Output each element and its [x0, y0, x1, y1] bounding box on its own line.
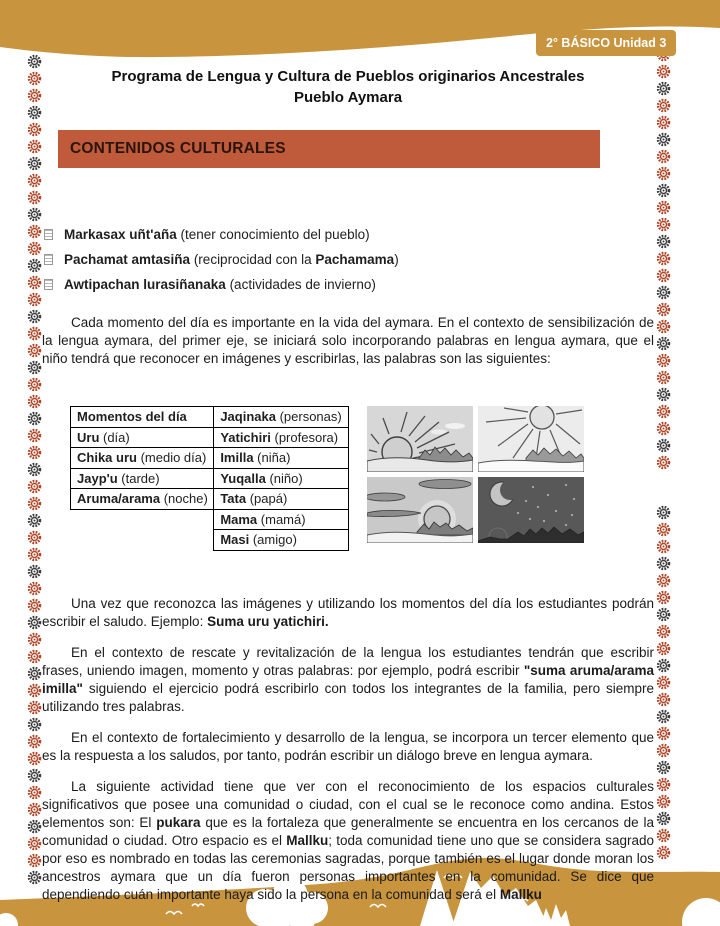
spanish-translation: (personas) — [275, 409, 342, 425]
table-row — [214, 489, 348, 510]
medallion-ornament-icon — [27, 71, 42, 86]
cloud — [367, 493, 405, 501]
medallion-ornament-icon — [27, 717, 42, 732]
list-item-text — [64, 226, 370, 244]
medallion-ornament-icon — [656, 675, 671, 690]
spanish-translation: (mamá) — [257, 511, 306, 527]
medallion-ornament-icon — [27, 785, 42, 800]
list-item — [44, 276, 654, 294]
medallion-ornament-icon — [656, 828, 671, 843]
medallion-ornament-icon — [656, 166, 671, 181]
paragraph-phrases — [42, 644, 654, 716]
spanish-translation: (amigo) — [249, 532, 297, 548]
vocab-cell — [71, 427, 215, 448]
bold-term: Mallku — [286, 832, 329, 848]
sun — [530, 406, 554, 429]
medallion-ornament-icon — [656, 438, 671, 453]
medallion-ornament-icon — [27, 632, 42, 647]
bold-term: Pachamat amtasiña — [64, 252, 191, 267]
table-row — [214, 468, 348, 489]
aymara-term: Uru — [77, 429, 100, 445]
medallion-ornament-icon — [656, 81, 671, 96]
moments-of-day-table — [70, 406, 215, 510]
aymara-term: Masi — [220, 532, 250, 548]
medallion-ornament-icon — [656, 319, 671, 334]
medallion-ornament-icon — [27, 173, 42, 188]
text-run: siguiendo el ejercicio podrá escribirlo con todos los integrantes de la familia, pero siempre utilizando tres palabras. — [42, 680, 654, 714]
medallion-ornament-icon — [27, 802, 42, 817]
medallion-ornament-icon — [656, 692, 671, 707]
paragraph-greeting — [42, 595, 654, 631]
program-title-line2: Pueblo Aymara — [293, 89, 403, 106]
medallion-ornament-icon — [656, 353, 671, 368]
moon-shadow — [500, 480, 520, 500]
aymara-term: Tata — [220, 491, 247, 507]
medallion-ornament-icon — [27, 615, 42, 630]
medallion-ornament-icon — [656, 421, 671, 436]
bold-term: Markasax uñt'aña — [64, 227, 177, 242]
list-item-text — [64, 276, 376, 294]
medallion-ornament-icon — [27, 751, 42, 766]
right-border-ornament-bottom — [656, 505, 671, 860]
vocab-cell — [214, 448, 348, 469]
medallion-ornament-icon — [656, 268, 671, 283]
medallion-ornament-icon — [27, 241, 42, 256]
medallion-ornament-icon — [27, 360, 42, 375]
medallion-ornament-icon — [656, 658, 671, 673]
medallion-ornament-icon — [656, 709, 671, 724]
medallion-ornament-icon — [656, 573, 671, 588]
medallion-ornament-icon — [27, 54, 42, 69]
medallion-ornament-icon — [27, 394, 42, 409]
bold-term: Mallku — [499, 886, 542, 902]
bold-term: Awtipachan lurasiñanaka — [64, 277, 226, 292]
times-of-day-illustrations — [367, 406, 584, 543]
people-words-table — [213, 406, 348, 551]
medallion-ornament-icon — [656, 234, 671, 249]
vocab-cell — [214, 427, 348, 448]
vocab-cell — [214, 468, 348, 489]
medallion-ornament-icon — [656, 760, 671, 775]
program-title-line1: Programa de Lengua y Cultura de Pueblos originarios Ancestrales — [111, 68, 585, 85]
paragraph-cultural-spaces — [42, 778, 654, 904]
text-run: Cada momento del día es importante en la vida del aymara. En el contexto de sensibilización de la lengua aymara, del primer eje, se iniciará solo incorporando palabras en lengua aymara, que el niño tendrá que reconocer en imágenes y escribirlas, las palabras son las siguientes: — [42, 315, 654, 366]
paragraph-dialogue — [42, 729, 654, 765]
medallion-ornament-icon — [656, 522, 671, 537]
sunrise-illustration — [367, 406, 473, 472]
bold-term: Suma uru yatichiri. — [207, 613, 329, 629]
text-run: En el contexto de rescate y revitalización de la lengua los estudiantes tendrán que escribir frases, uniendo imagen, momento y otras palabras: por ejemplo, podrá escribir — [42, 644, 654, 678]
medallion-ornament-icon — [27, 564, 42, 579]
sunset-illustration — [367, 477, 473, 543]
medallion-ornament-icon — [656, 115, 671, 130]
text-run: que es la fortaleza que generalmente se encuentra en los cercanos de la comunidad o ciudad. Otro espacio es el — [42, 814, 654, 848]
medallion-ornament-icon — [27, 683, 42, 698]
medallion-ornament-icon — [656, 590, 671, 605]
vocab-cell — [214, 509, 348, 530]
medallion-ornament-icon — [656, 251, 671, 266]
medallion-ornament-icon — [27, 156, 42, 171]
cultural-contents-list — [42, 226, 654, 294]
medallion-ornament-icon — [27, 700, 42, 715]
text-run: (tener conocimiento del pueblo) — [176, 227, 370, 242]
text-run: Una vez que reconozca las imágenes y utilizando los momentos del día los estudiantes podrán escribir el saludo. Ejemplo: — [42, 595, 654, 629]
medallion-ornament-icon — [27, 105, 42, 120]
medallion-ornament-icon — [27, 853, 42, 868]
medallion-ornament-icon — [27, 768, 42, 783]
vocab-cell — [71, 407, 215, 428]
medallion-ornament-icon — [27, 139, 42, 154]
text-run: ) — [394, 252, 399, 267]
medallion-ornament-icon — [27, 870, 42, 885]
bold-term: pukara — [156, 814, 201, 830]
medallion-ornament-icon — [656, 217, 671, 232]
vocab-cell — [214, 530, 348, 551]
medallion-ornament-icon — [27, 190, 42, 205]
table-row — [71, 468, 215, 489]
medallion-ornament-icon — [27, 836, 42, 851]
midday-illustration — [478, 406, 584, 472]
medallion-ornament-icon — [656, 200, 671, 215]
aymara-term: Yatichiri — [220, 429, 271, 445]
paragraph-intro — [42, 314, 654, 368]
medallion-ornament-icon — [27, 581, 42, 596]
vocab-cell — [71, 448, 215, 469]
medallion-ornament-icon — [656, 505, 671, 520]
aymara-term: Chika uru — [77, 450, 137, 466]
bold-term: "suma aruma/arama imilla" — [42, 662, 654, 696]
medallion-ornament-icon — [656, 743, 671, 758]
aymara-term: Imilla — [220, 450, 254, 466]
medallion-ornament-icon — [27, 88, 42, 103]
medallion-ornament-icon — [656, 64, 671, 79]
spanish-translation: (papá) — [246, 491, 288, 507]
table-row — [214, 427, 348, 448]
cloud — [445, 423, 465, 429]
table-row — [214, 407, 348, 428]
night-illustration — [478, 477, 584, 543]
medallion-ornament-icon — [656, 777, 671, 792]
medallion-ornament-icon — [27, 122, 42, 137]
bold-term: Pachamama — [315, 252, 395, 267]
medallion-ornament-icon — [27, 462, 42, 477]
table-row — [71, 407, 215, 428]
text-run: (actividades de invierno) — [225, 277, 376, 292]
spanish-translation: (niño) — [265, 470, 303, 486]
table-row — [214, 509, 348, 530]
medallion-ornament-icon — [27, 292, 42, 307]
text-run: ; toda comunidad tiene uno que se considera sagrado por eso es nombrado en todas las ceremonias sagradas, porque también es el lugar donde moran los ancestros aymara que un día fueron personas importantes en la comunidad. Se dice que dependiendo cuán importante haya sido la persona en la comunidad será el — [42, 832, 655, 902]
medallion-ornament-icon — [656, 556, 671, 571]
unit-badge — [536, 30, 676, 56]
medallion-ornament-icon — [656, 149, 671, 164]
bullet-glyph-icon — [44, 229, 53, 240]
left-border-ornament — [27, 54, 42, 885]
vocab-cell — [214, 489, 348, 510]
table-row — [71, 489, 215, 510]
medallion-ornament-icon — [27, 479, 42, 494]
medallion-ornament-icon — [656, 845, 671, 860]
medallion-ornament-icon — [27, 513, 42, 528]
medallion-ornament-icon — [27, 819, 42, 834]
ground — [478, 460, 584, 472]
aymara-term: Jayp'u — [77, 470, 118, 486]
text-run: En el contexto de fortalecimiento y desarrollo de la lengua, se incorpora un tercer elemento que es la respuesta a los saludos, por tanto, podrán escribir un diálogo breve en lengua aymara. — [42, 729, 654, 763]
medallion-ornament-icon — [656, 624, 671, 639]
document-content — [42, 66, 654, 904]
unit-badge-label: 2° BÁSICO Unidad 3 — [546, 36, 667, 50]
section-banner — [58, 130, 600, 168]
medallion-ornament-icon — [27, 428, 42, 443]
medallion-ornament-icon — [656, 370, 671, 385]
medallion-ornament-icon — [656, 183, 671, 198]
spanish-translation: (niña) — [253, 450, 291, 466]
medallion-ornament-icon — [27, 666, 42, 681]
medallion-ornament-icon — [27, 445, 42, 460]
vocab-cell — [71, 468, 215, 489]
medallion-ornament-icon — [656, 811, 671, 826]
table-row — [214, 448, 348, 469]
medallion-ornament-icon — [27, 326, 42, 341]
section-banner-label: CONTENIDOS CULTURALES — [70, 140, 286, 157]
medallion-ornament-icon — [656, 641, 671, 656]
aymara-term: Jaqinaka — [220, 409, 276, 425]
medallion-ornament-icon — [27, 649, 42, 664]
aymara-term: Momentos del día — [77, 409, 187, 425]
medallion-ornament-icon — [656, 336, 671, 351]
medallion-ornament-icon — [27, 224, 42, 239]
medallion-ornament-icon — [656, 98, 671, 113]
list-item — [44, 226, 654, 244]
text-run: (reciprocidad con la — [190, 252, 316, 267]
medallion-ornament-icon — [27, 343, 42, 358]
medallion-ornament-icon — [656, 794, 671, 809]
vocabulary-section — [70, 406, 654, 551]
medallion-ornament-icon — [27, 598, 42, 613]
table-row — [214, 530, 348, 551]
bullet-glyph-icon — [44, 254, 53, 265]
medallion-ornament-icon — [27, 207, 42, 222]
medallion-ornament-icon — [27, 258, 42, 273]
spanish-translation: (medio día) — [136, 450, 207, 466]
table-row — [71, 427, 215, 448]
list-item-text — [64, 251, 399, 269]
bullet-glyph-icon — [44, 279, 53, 290]
aymara-term: Yuqalla — [220, 470, 266, 486]
medallion-ornament-icon — [656, 404, 671, 419]
cloud — [419, 480, 471, 489]
medallion-ornament-icon — [656, 285, 671, 300]
spanish-translation: (noche) — [160, 491, 208, 507]
list-item — [44, 251, 654, 269]
medallion-ornament-icon — [27, 547, 42, 562]
medallion-ornament-icon — [656, 455, 671, 470]
text-run: La siguiente actividad tiene que ver con el reconocimiento de los espacios culturales significativos que posee una comunidad o ciudad, con el cual se le reconoce como andina. Estos elementos son: El — [42, 778, 654, 830]
medallion-ornament-icon — [656, 607, 671, 622]
right-border-ornament-top — [656, 30, 671, 470]
spanish-translation: (profesora) — [270, 429, 339, 445]
medallion-ornament-icon — [656, 726, 671, 741]
medallion-ornament-icon — [656, 539, 671, 554]
medallion-ornament-icon — [27, 530, 42, 545]
vocab-cell — [71, 489, 215, 510]
medallion-ornament-icon — [27, 309, 42, 324]
vocab-cell — [214, 407, 348, 428]
medallion-ornament-icon — [27, 411, 42, 426]
aymara-term: Mama — [220, 511, 258, 527]
spanish-translation: (tarde) — [117, 470, 160, 486]
table-row — [71, 448, 215, 469]
spanish-translation: (día) — [99, 429, 130, 445]
medallion-ornament-icon — [656, 302, 671, 317]
medallion-ornament-icon — [27, 377, 42, 392]
medallion-ornament-icon — [27, 275, 42, 290]
medallion-ornament-icon — [656, 132, 671, 147]
medallion-ornament-icon — [656, 387, 671, 402]
medallion-ornament-icon — [27, 734, 42, 749]
medallion-ornament-icon — [27, 496, 42, 511]
aymara-term: Aruma/arama — [77, 491, 161, 507]
